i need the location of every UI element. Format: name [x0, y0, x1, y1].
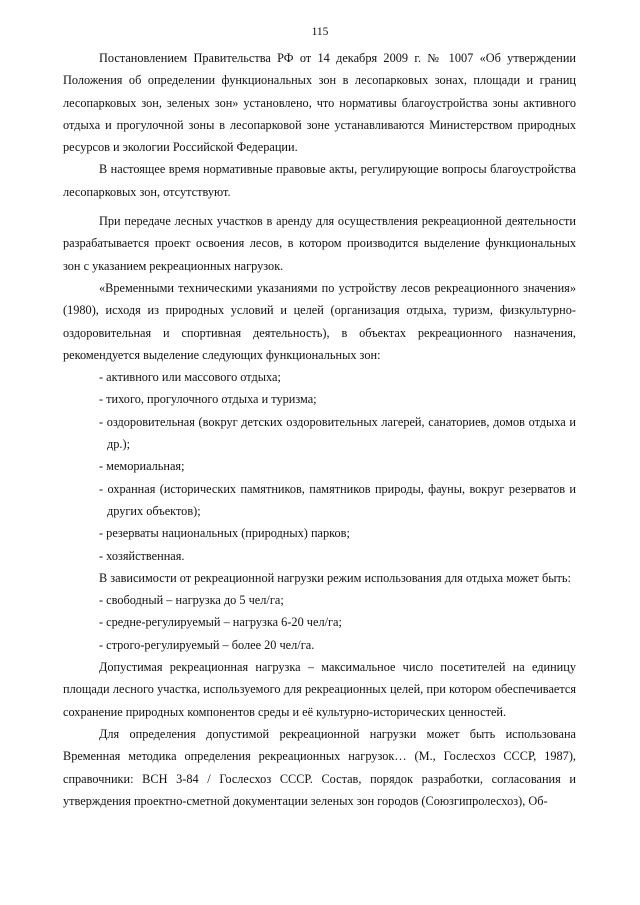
list-item: - мемориальная;	[99, 459, 185, 474]
paragraph-lease: При передаче лесных участков в аренду для осуществления рекреационной деятельности разрабатывается проект освоения лесов, в котором производится выделение функциональных зон с указанием рекреационных нагрузок.	[63, 214, 576, 273]
list-item: - свободный – нагрузка до 5 чел/га;	[99, 593, 284, 608]
list-item: - средне-регулируемый – нагрузка 6-20 чел/га;	[99, 615, 342, 630]
list-item: - строго-регулируемый – более 20 чел/га.	[99, 637, 315, 652]
page-number: 115	[311, 26, 329, 38]
paragraph-methodology: Для определения допустимой рекреационной нагрузки может быть использована Временная методика определения рекреационных нагрузок… (М., Гослесхоз СССР, 1987), справочники: ВСН 3-84 / Гослесхоз СССР. Состав, порядок разработки, согласования и утверждения проектно-сметной документации зеленых зон городов (Союзгипролесхоз), Об-	[63, 726, 576, 808]
list-item: - активного или массового отдыха;	[99, 370, 281, 385]
list-item: - тихого, прогулочного отдыха и туризма;	[99, 392, 317, 407]
functional-zones-list	[63, 366, 576, 567]
regime-list	[63, 589, 576, 656]
list-item: - оздоровительная (вокруг детских оздоровительных лагерей, санаториев, домов отдыха и др.);	[99, 414, 576, 452]
paragraph-no-acts: В настоящее время нормативные правовые акты, регулирующие вопросы благоустройства лесопарковых зон, отсутствуют.	[63, 162, 576, 199]
page-body	[63, 47, 576, 812]
paragraph-regime: В зависимости от рекреационной нагрузки режим использования для отдыха может быть:	[99, 570, 571, 585]
list-item: - охранная (исторических памятников, памятников природы, фауны, вокруг резерватов и других объектов);	[99, 481, 576, 518]
paragraph-decree: Постановлением Правительства РФ от 14 декабря 2009 г. № 1007 «Об утверждении Положения об определении функциональных зон в лесопарковых зонах, площади и границ лесопарковых зон, зеленых зон» установлено, что нормативы благоустройства зоны активного отдыха и прогулочной зоны в лесопарковой зоне устанавливаются Министерством природных ресурсов и экологии Российской Федерации.	[63, 51, 576, 155]
paragraph-temporary-guidelines: «Временными техническими указаниями по устройству лесов рекреационного значения» (1980), исходя из природных условий и целей (организация отдыха, туризм, физкультурно-оздоровительная и спортивная деятельность), в объектах рекреационного назначения, рекомендуется выделение следующих функциональных зон:	[63, 280, 576, 362]
list-item: - резерваты национальных (природных) парков;	[99, 526, 350, 541]
list-item: - хозяйственная.	[99, 548, 185, 563]
paragraph-load-definition: Допустимая рекреационная нагрузка – максимальное число посетителей на единицу площади лесного участка, используемого для рекреационных целей, при котором обеспечивается сохранение природных компонентов среды и её культурно-исторических ценностей.	[63, 660, 576, 719]
